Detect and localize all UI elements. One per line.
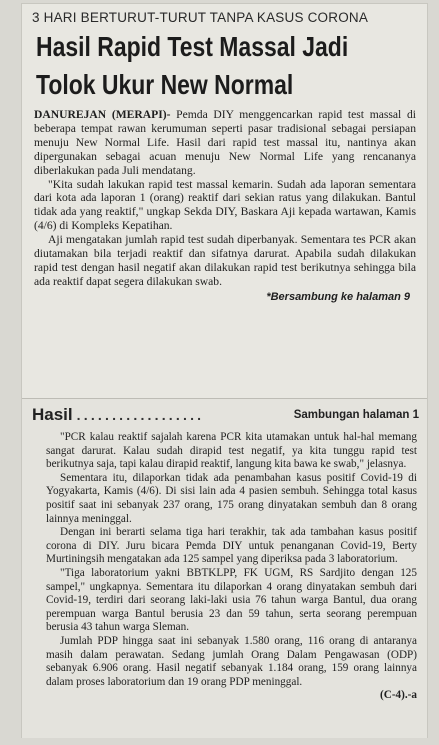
author-signature: (C-4).-a (380, 689, 417, 702)
cont-paragraph-4: "Tiga laboratorium yakni BBTKLPP, FK UGM, RS Sardjito dengan 125 sampel," ungkapnya. Sementara itu dilaporkan 4 orang dinyatakan sembuh dari Covid-19, terdiri dari seorang laki-laki usia 76 tahun warga Bantul, dua orang perempuan warga Bantul berusia 23 dan 59 tahun, serta seorang perempuan berusia 43 tahun warga Sleman. (46, 566, 417, 634)
article-continuation (22, 398, 427, 738)
paragraph-1 (34, 108, 416, 178)
kicker: 3 HARI BERTURUT-TURUT TANPA KASUS CORONA (32, 10, 369, 25)
headline (36, 28, 421, 104)
paragraph-1-text: Pemda DIY menggencarkan rapid test massal di beberapa tempat rawan kerumuman seperti pasar tradisional sebagai persiapan menuju New Normal Life. Hasil dari rapid test massal itu, nantinya akan dipergunakan sebagai acuan menuju New Normal Life yang rencananya diberlakukan pada Juli mendatang. (34, 108, 416, 177)
cont-paragraph-1: "PCR kalau reaktif sajalah karena PCR kita utamakan untuk hal-hal memang sangat darurat. Kalau sudah dirapid test negatif, ya kita tunggu rapid test berikutnya saja, tapi kalau dirapid reaktif, langung kita bawa ke swab," jelasnya. (46, 431, 417, 471)
continuation-source: Sambungan halaman 1 (293, 409, 419, 421)
cont-paragraph-5: Jumlah PDP hingga saat ini sebanyak 1.580 orang, 116 orang di antaranya masih dalam perawatan. Sedang jumlah Orang Dalam Pengawasan (ODP) sebanyak 6.906 orang. Hasil negatif sebanyak 1.184 orang, 159 orang lainnya dalam proses laboratorium dan 19 orang PDP meninggal. (46, 634, 417, 688)
article-main (28, 8, 420, 305)
leader-dots: .................. (76, 407, 205, 423)
headline-line-1: Hasil Rapid Test Massal Jadi (36, 31, 349, 62)
paragraph-2: "Kita sudah lakukan rapid test massal kemarin. Sudah ada laporan sementara dari kota ada laporan 1 (orang) reaktif dari sekian ratus yang dilakukan. Bantul tidak ada yang reaktif," ungkap Sekda DIY, Baskara Aji kepada wartawan, Kamis (4/6) di Kompleks Kepatihan. (34, 177, 416, 233)
article-body (28, 108, 420, 305)
continuation-header (32, 405, 419, 425)
continued-note: *Bersambung ke halaman 9 (266, 290, 410, 303)
paragraph-3: Aji mengatakan jumlah rapid test sudah diperbanyak. Sementara tes PCR akan diutamakan bila terjadi reaktif dan sifatnya darurat. Apabila sudah dilakukan rapid test dengan hasil negatif akan dilakukan rapid test berikutnya sehingga bila ada reaktif dapat segera dilakukan swab. (34, 233, 416, 288)
cont-paragraph-2: Sementara itu, dilaporkan tidak ada penambahan kasus positif Covid-19 di Yogyakarta, Kamis (4/6). Di sisi lain ada 4 pasien sembuh. Sehingga total kasus positif saat ini sebanyak 237 orang, 175 orang dinyatakan sembuh dan 8 orang lainnya meninggal. (46, 471, 417, 525)
continuation-body (22, 431, 427, 703)
cont-paragraph-3: Dengan ini berarti selama tiga hari terakhir, tak ada tambahan kasus positif corona di DIY. Juru bicara Pemda DIY untuk penanganan Covid-19, Berty Murtiningsih mengatakan ada 125 sampel yang diperiksa pada 3 laboratorium. (46, 526, 417, 566)
headline-line-2: Tolok Ukur New Normal (36, 69, 294, 100)
continuation-label: Hasil (32, 405, 73, 424)
dateline: DANUREJAN (MERAPI)- (34, 108, 171, 121)
